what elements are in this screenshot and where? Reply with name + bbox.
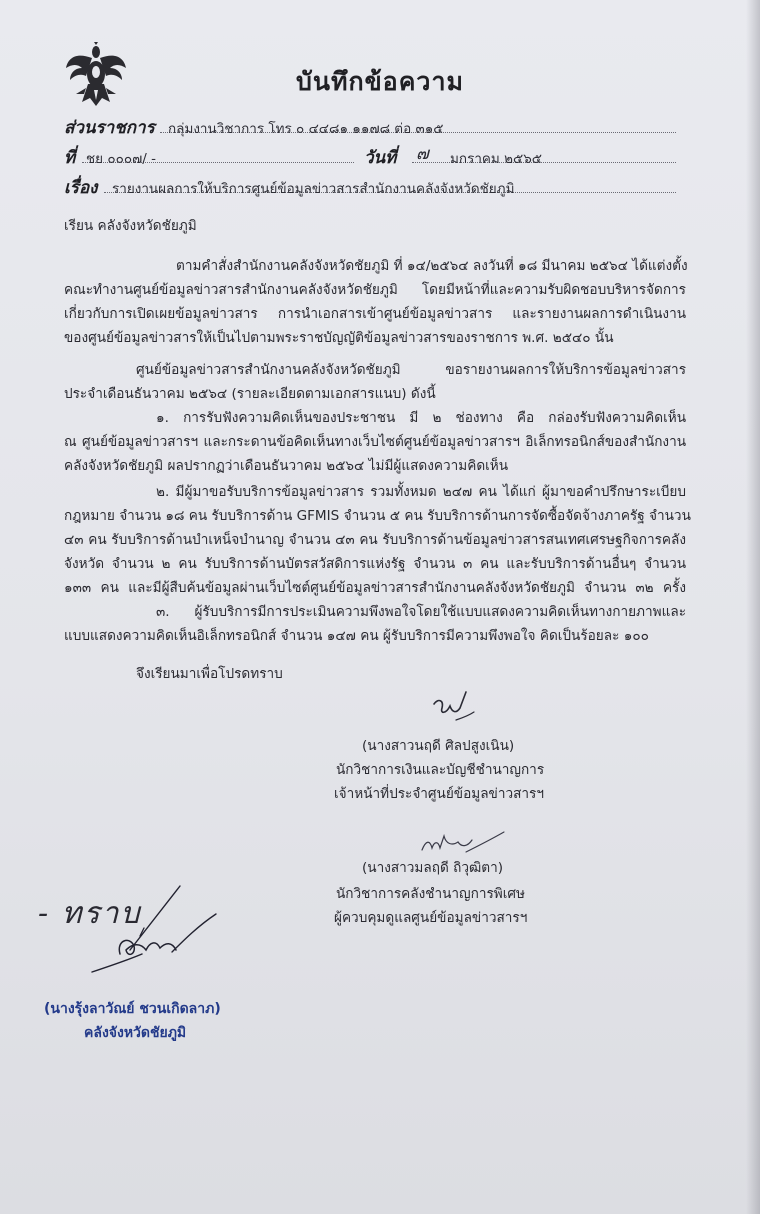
body-line: กฎหมาย จำนวน ๑๘ คน รับบริการด้าน GFMIS จำนวน ๕ คน รับบริการด้านการจัดซื้อจัดจ้างภาครัฐ จำนวน [64, 508, 691, 524]
body-line: คณะทำงานศูนย์ข้อมูลข่าวสารสำนักงานคลังจังหวัดชัยภูมิ โดยมีหน้าที่และความรับผิดชอบบริหารจัดการ [64, 282, 686, 298]
body-line: ตามคำสั่งสำนักงานคลังจังหวัดชัยภูมิ ที่ ๑๔/๒๕๖๔ ลงวันที่ ๑๘ มีนาคม ๒๕๖๔ ได้แต่งตั้ง [176, 258, 688, 274]
date-label: วันที่ [364, 148, 397, 168]
approval-signature [80, 880, 220, 980]
ref-label: ที่ [64, 148, 76, 168]
subject-value: รายงานผลการให้บริการศูนย์ข้อมูลข่าวสารสำนักงานคลังจังหวัดชัยภูมิ [112, 181, 515, 197]
signer1-role: เจ้าหน้าที่ประจำศูนย์ข้อมูลข่าวสารฯ [334, 786, 544, 802]
body-line: ประจำเดือนธันวาคม ๒๕๖๔ (รายละเอียดตามเอกสารแนบ) ดังนี้ [64, 386, 436, 402]
signer1-name: (นางสาวนฤดี ศิลปสูงเนิน) [362, 738, 515, 754]
body-line: คลังจังหวัดชัยภูมิ ผลปรากฏว่าเดือนธันวาคม ๒๕๖๔ ไม่มีผู้แสดงความคิดเห็น [64, 458, 509, 474]
subject-label: เรื่อง [64, 178, 98, 198]
signer2-position: นักวิชาการคลังชำนาญการพิเศษ [336, 886, 525, 902]
date-value: มกราคม ๒๕๖๕ [450, 151, 543, 167]
page-edge-shadow [746, 0, 760, 1214]
body-line: ๑. การรับฟังความคิดเห็นของประชาชน มี ๒ ช่องทาง คือ กล่องรับฟังความคิดเห็น [156, 410, 686, 426]
body-line: เกี่ยวกับการเปิดเผยข้อมูลข่าวสาร การนำเอกสารเข้าศูนย์ข้อมูลข่าวสาร และรายงานผลการดำเนินงาน [64, 306, 686, 322]
agency-value: กลุ่มงานวิชาการ โทร ๐ ๔๔๘๑ ๑๑๗๘ ต่อ ๓๑๕ [168, 121, 444, 137]
body-line: ศูนย์ข้อมูลข่าวสารสำนักงานคลังจังหวัดชัยภูมิ ขอรายงานผลการให้บริการข้อมูลข่าวสาร [136, 362, 686, 378]
body-line: จังหวัด จำนวน ๒ คน รับบริการด้านบัตรสวัสดิการแห่งรัฐ จำนวน ๓ คน และรับบริการด้านอื่นๆ จำนวน [64, 556, 686, 572]
signature-1 [430, 690, 480, 726]
body-line: ของศูนย์ข้อมูลข่าวสารให้เป็นไปตามพระราชบัญญัติข้อมูลข่าวสารของราชการ พ.ศ. ๒๕๔๐ นั้น [64, 330, 614, 346]
body-line: แบบแสดงความคิดเห็นอิเล็กทรอนิกส์ จำนวน ๑๔๗ คน ผู้รับบริการมีความพึงพอใจ คิดเป็นร้อยละ ๑๐๐ [64, 628, 649, 644]
body-line: ๒. มีผู้มาขอรับบริการข้อมูลข่าวสาร รวมทั้งหมด ๒๔๗ คน ได้แก่ ผู้มาขอคำปรึกษาระเบียบ [156, 484, 686, 500]
signer2-role: ผู้ควบคุมดูแลศูนย์ข้อมูลข่าวสารฯ [334, 910, 528, 926]
approval-note-handwritten: - ทราบ [38, 896, 142, 931]
body-line: ๑๓๓ คน และมีผู้สืบค้นข้อมูลผ่านเว็บไซต์ศูนย์ข้อมูลข่าวสารสำนักงานคลังจังหวัดชัยภูมิ จำนวน ๓๒ ครั้ง [64, 580, 686, 596]
signature-2 [418, 828, 508, 858]
body-line: ณ ศูนย์ข้อมูลข่าวสารฯ และกระดานข้อคิดเห็นทางเว็บไซต์ศูนย์ข้อมูลข่าวสารฯ อิเล็กทรอนิกส์ของสำนักงาน [64, 434, 686, 450]
signer1-position: นักวิชาการเงินและบัญชีชำนาญการ [336, 762, 545, 778]
ref-value: ชย ๐๐๐๗/ - [86, 151, 156, 167]
approver-name: (นางรุ้งลาวัณย์ ชวนเกิดลาภ) [44, 1001, 221, 1017]
date-day-handwritten: ๗ [416, 144, 429, 164]
body-line: ๓. ผู้รับบริการมีการประเมินความพึงพอใจโดยใช้แบบแสดงความคิดเห็นทางกายภาพและ [156, 604, 686, 620]
body-line: ๔๓ คน รับบริการด้านบำเหน็จบำนาญ จำนวน ๔๓ คน รับบริการด้านข้อมูลข่าวสารสนเทศเศรษฐกิจการคลัง [64, 532, 686, 548]
closing-line: จึงเรียนมาเพื่อโปรดทราบ [136, 666, 283, 682]
salutation: เรียน คลังจังหวัดชัยภูมิ [64, 218, 197, 234]
agency-label: ส่วนราชการ [64, 118, 155, 138]
signer2-name: (นางสาวมลฤดี ถิวุฒิตา) [362, 860, 504, 876]
memo-title: บันทึกข้อความ [296, 67, 464, 96]
approver-position: คลังจังหวัดชัยภูมิ [84, 1025, 187, 1041]
